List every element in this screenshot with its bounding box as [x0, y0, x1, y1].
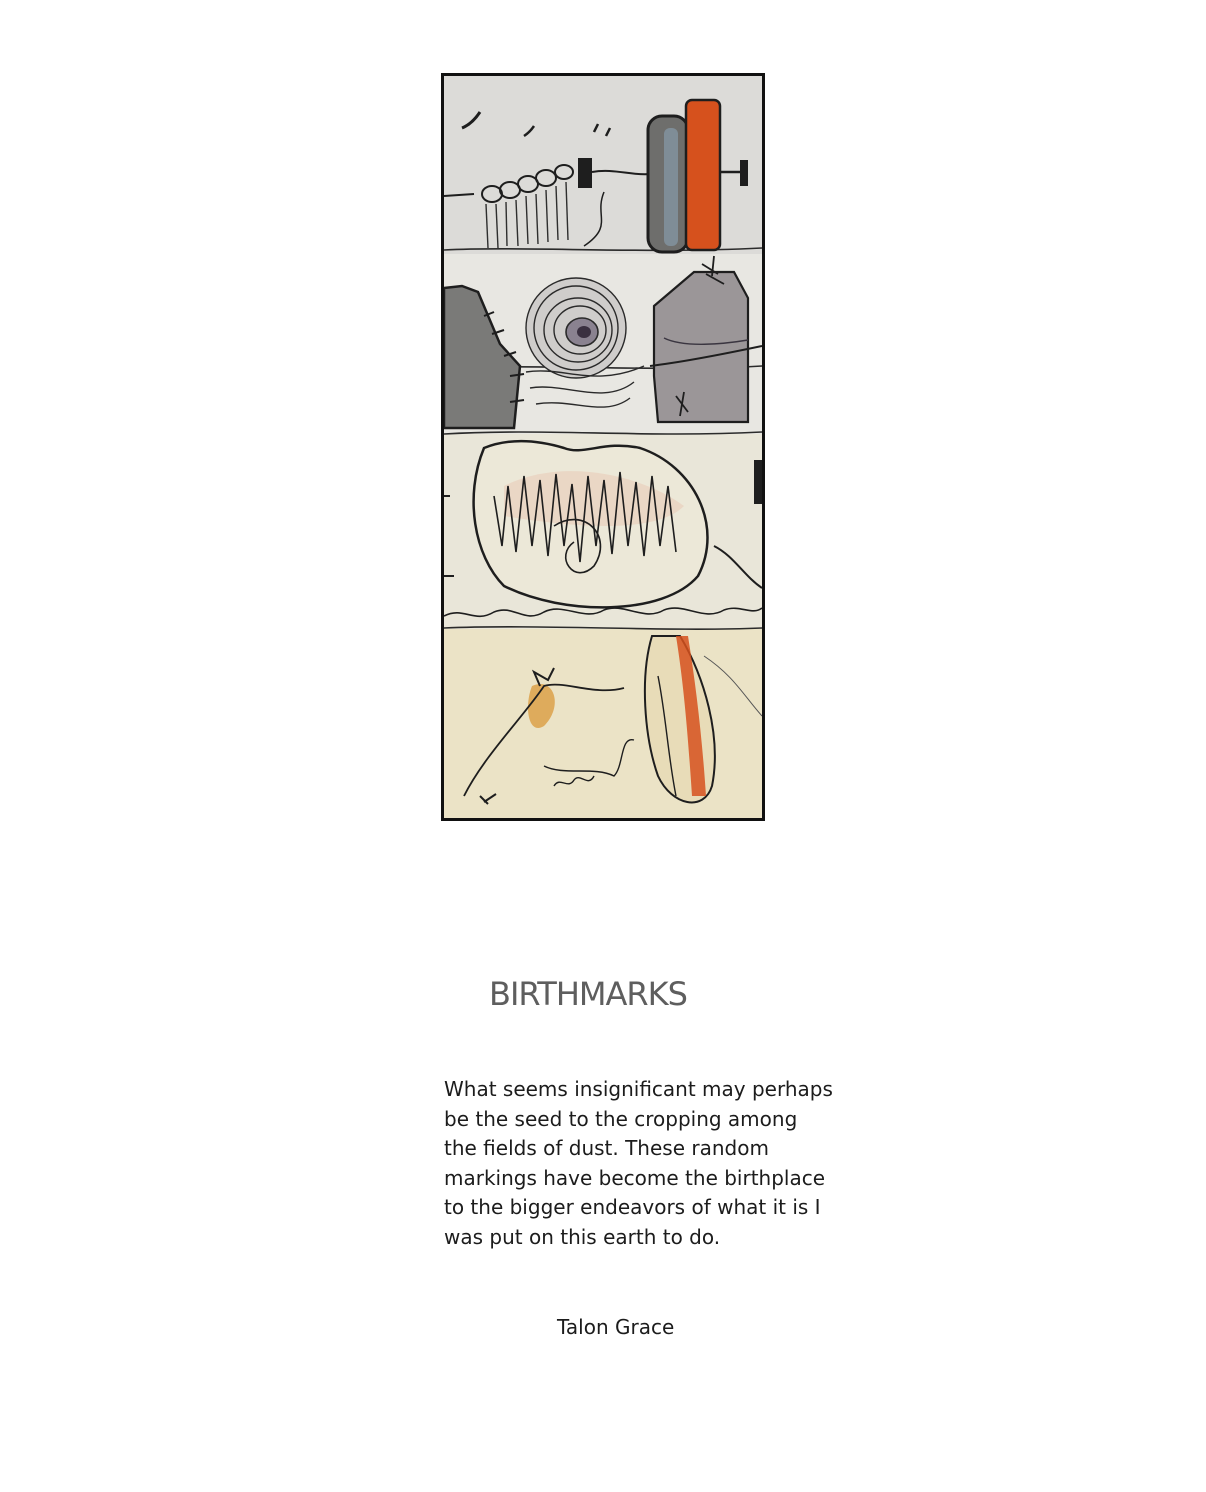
blue-stroke [664, 128, 678, 246]
author-name: Talon Grace [557, 1315, 675, 1339]
artwork-image [441, 73, 765, 821]
poem-text [444, 1075, 844, 1252]
mixed-media-painting [444, 76, 762, 818]
band-bottom [444, 629, 762, 818]
poem-line: What seems insignificant may perhaps [444, 1077, 833, 1101]
poem-line: to the bigger endeavors of what it is I [444, 1195, 821, 1219]
poem-line: be the seed to the cropping among [444, 1106, 798, 1131]
poem-line: markings have become the birthplace [444, 1165, 826, 1190]
artwork-title: BIRTHMARKS [489, 975, 687, 1013]
orange-block [686, 100, 720, 250]
poem-line: the fields of dust. These random [444, 1136, 769, 1160]
poem-line: was put on this earth to do. [444, 1224, 721, 1249]
